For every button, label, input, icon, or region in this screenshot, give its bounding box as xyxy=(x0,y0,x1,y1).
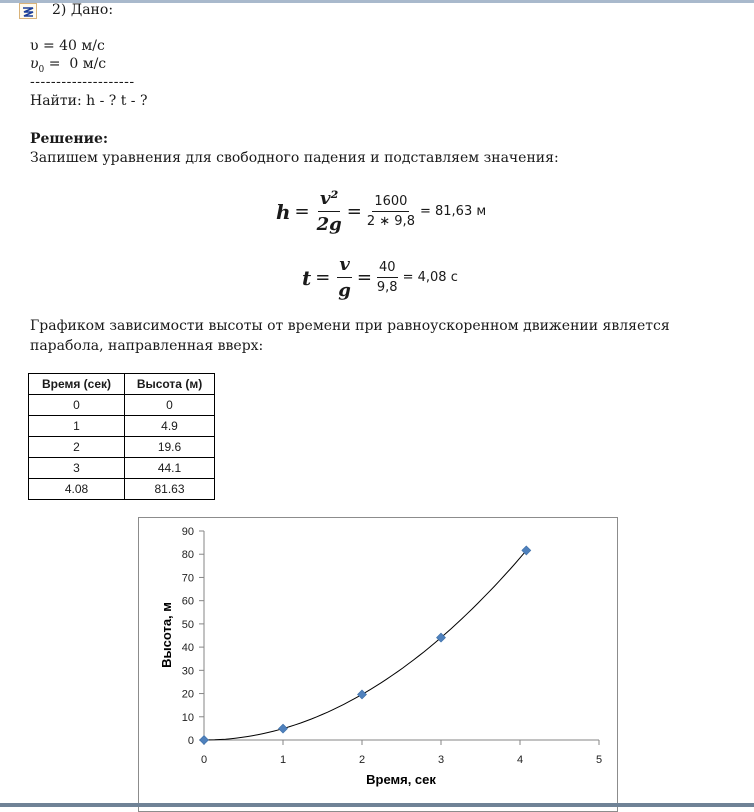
x-tick-label: 0 xyxy=(200,754,208,766)
v0-value: = 0 м/с xyxy=(44,56,107,72)
graph-description-line1: Графиком зависимости высоты от времени при равноускоренном движении является xyxy=(30,318,670,334)
y-tick-label: 0 xyxy=(187,735,194,747)
y-tick-label: 60 xyxy=(181,595,194,608)
equals-sign: = xyxy=(294,201,310,222)
chart-axes xyxy=(182,526,602,766)
eq-t-frac1-den: g xyxy=(338,280,351,301)
eq-h-lhs: h xyxy=(276,199,291,224)
eq-h-frac2-den: 2 ∗ 9,8 xyxy=(366,214,415,229)
eq-t-result: = 4,08 с xyxy=(402,270,458,285)
y-tick-label: 70 xyxy=(181,572,194,585)
y-tick-label: 80 xyxy=(181,549,194,562)
cell-height: 0 xyxy=(125,395,215,416)
window-bottom-border xyxy=(0,803,754,807)
cell-height: 19.6 xyxy=(125,437,215,458)
eq-h-result: = 81,63 м xyxy=(419,204,487,219)
find-line: Найти: h - ? t - ? xyxy=(30,93,148,109)
y-axis-label: Высота, м xyxy=(159,602,174,668)
x-tick-label: 5 xyxy=(595,754,603,766)
eq-t-frac2-den: 9,8 xyxy=(376,280,398,295)
v0-symbol: υ xyxy=(30,56,39,72)
cell-time: 3 xyxy=(29,458,125,479)
y-tick-label: 90 xyxy=(181,526,194,538)
eq-h-frac2-num: 1600 xyxy=(372,194,409,212)
equals-sign: = xyxy=(356,267,372,288)
parabola-trendline xyxy=(204,551,526,740)
problem-number: 2) xyxy=(52,2,67,18)
data-point-marker[interactable] xyxy=(279,724,288,733)
x-tick-label: 4 xyxy=(516,754,524,766)
y-tick-label: 50 xyxy=(181,618,194,631)
eq-t-lhs: t xyxy=(302,265,312,290)
eq-h-frac1-num: v² xyxy=(318,188,340,212)
given-velocity: υ = 40 м/с xyxy=(30,38,105,54)
data-point-marker[interactable] xyxy=(200,736,209,745)
solution-intro: Запишем уравнения для свободного падения и подставляем значения: xyxy=(30,150,559,166)
v0-subscript: 0 xyxy=(38,64,45,75)
equals-sign: = xyxy=(346,201,362,222)
solution-title: Решение: xyxy=(30,131,109,147)
x-axis-label: Время, сек xyxy=(366,772,436,787)
equals-sign: = xyxy=(315,267,331,288)
cell-height: 4.9 xyxy=(125,416,215,437)
eq-h-frac1-den: 2g xyxy=(316,214,342,235)
cell-time: 4.08 xyxy=(29,479,125,500)
cell-time: 0 xyxy=(29,395,125,416)
cell-time: 2 xyxy=(29,437,125,458)
y-tick-label: 10 xyxy=(181,711,194,724)
separator-line: -------------------- xyxy=(30,74,135,90)
graph-description-line2: парабола, направленная вверх: xyxy=(30,338,264,354)
y-tick-label: 40 xyxy=(181,642,194,655)
y-tick-label: 20 xyxy=(181,688,194,701)
x-tick-label: 1 xyxy=(279,754,287,766)
data-point-marker[interactable] xyxy=(358,690,367,699)
cell-time: 1 xyxy=(29,416,125,437)
eq-t-frac1-num: v xyxy=(337,254,351,278)
cell-height: 81.63 xyxy=(125,479,215,500)
eq-t-frac2-num: 40 xyxy=(377,260,398,278)
header-height: Высота (м) xyxy=(125,374,215,395)
cell-height: 44.1 xyxy=(125,458,215,479)
given-label: Дано: xyxy=(70,2,114,18)
data-markers xyxy=(200,546,531,745)
y-tick-label: 30 xyxy=(181,665,194,678)
x-tick-label: 3 xyxy=(437,754,445,766)
x-tick-label: 2 xyxy=(358,754,366,766)
header-time: Время (сек) xyxy=(29,374,125,395)
